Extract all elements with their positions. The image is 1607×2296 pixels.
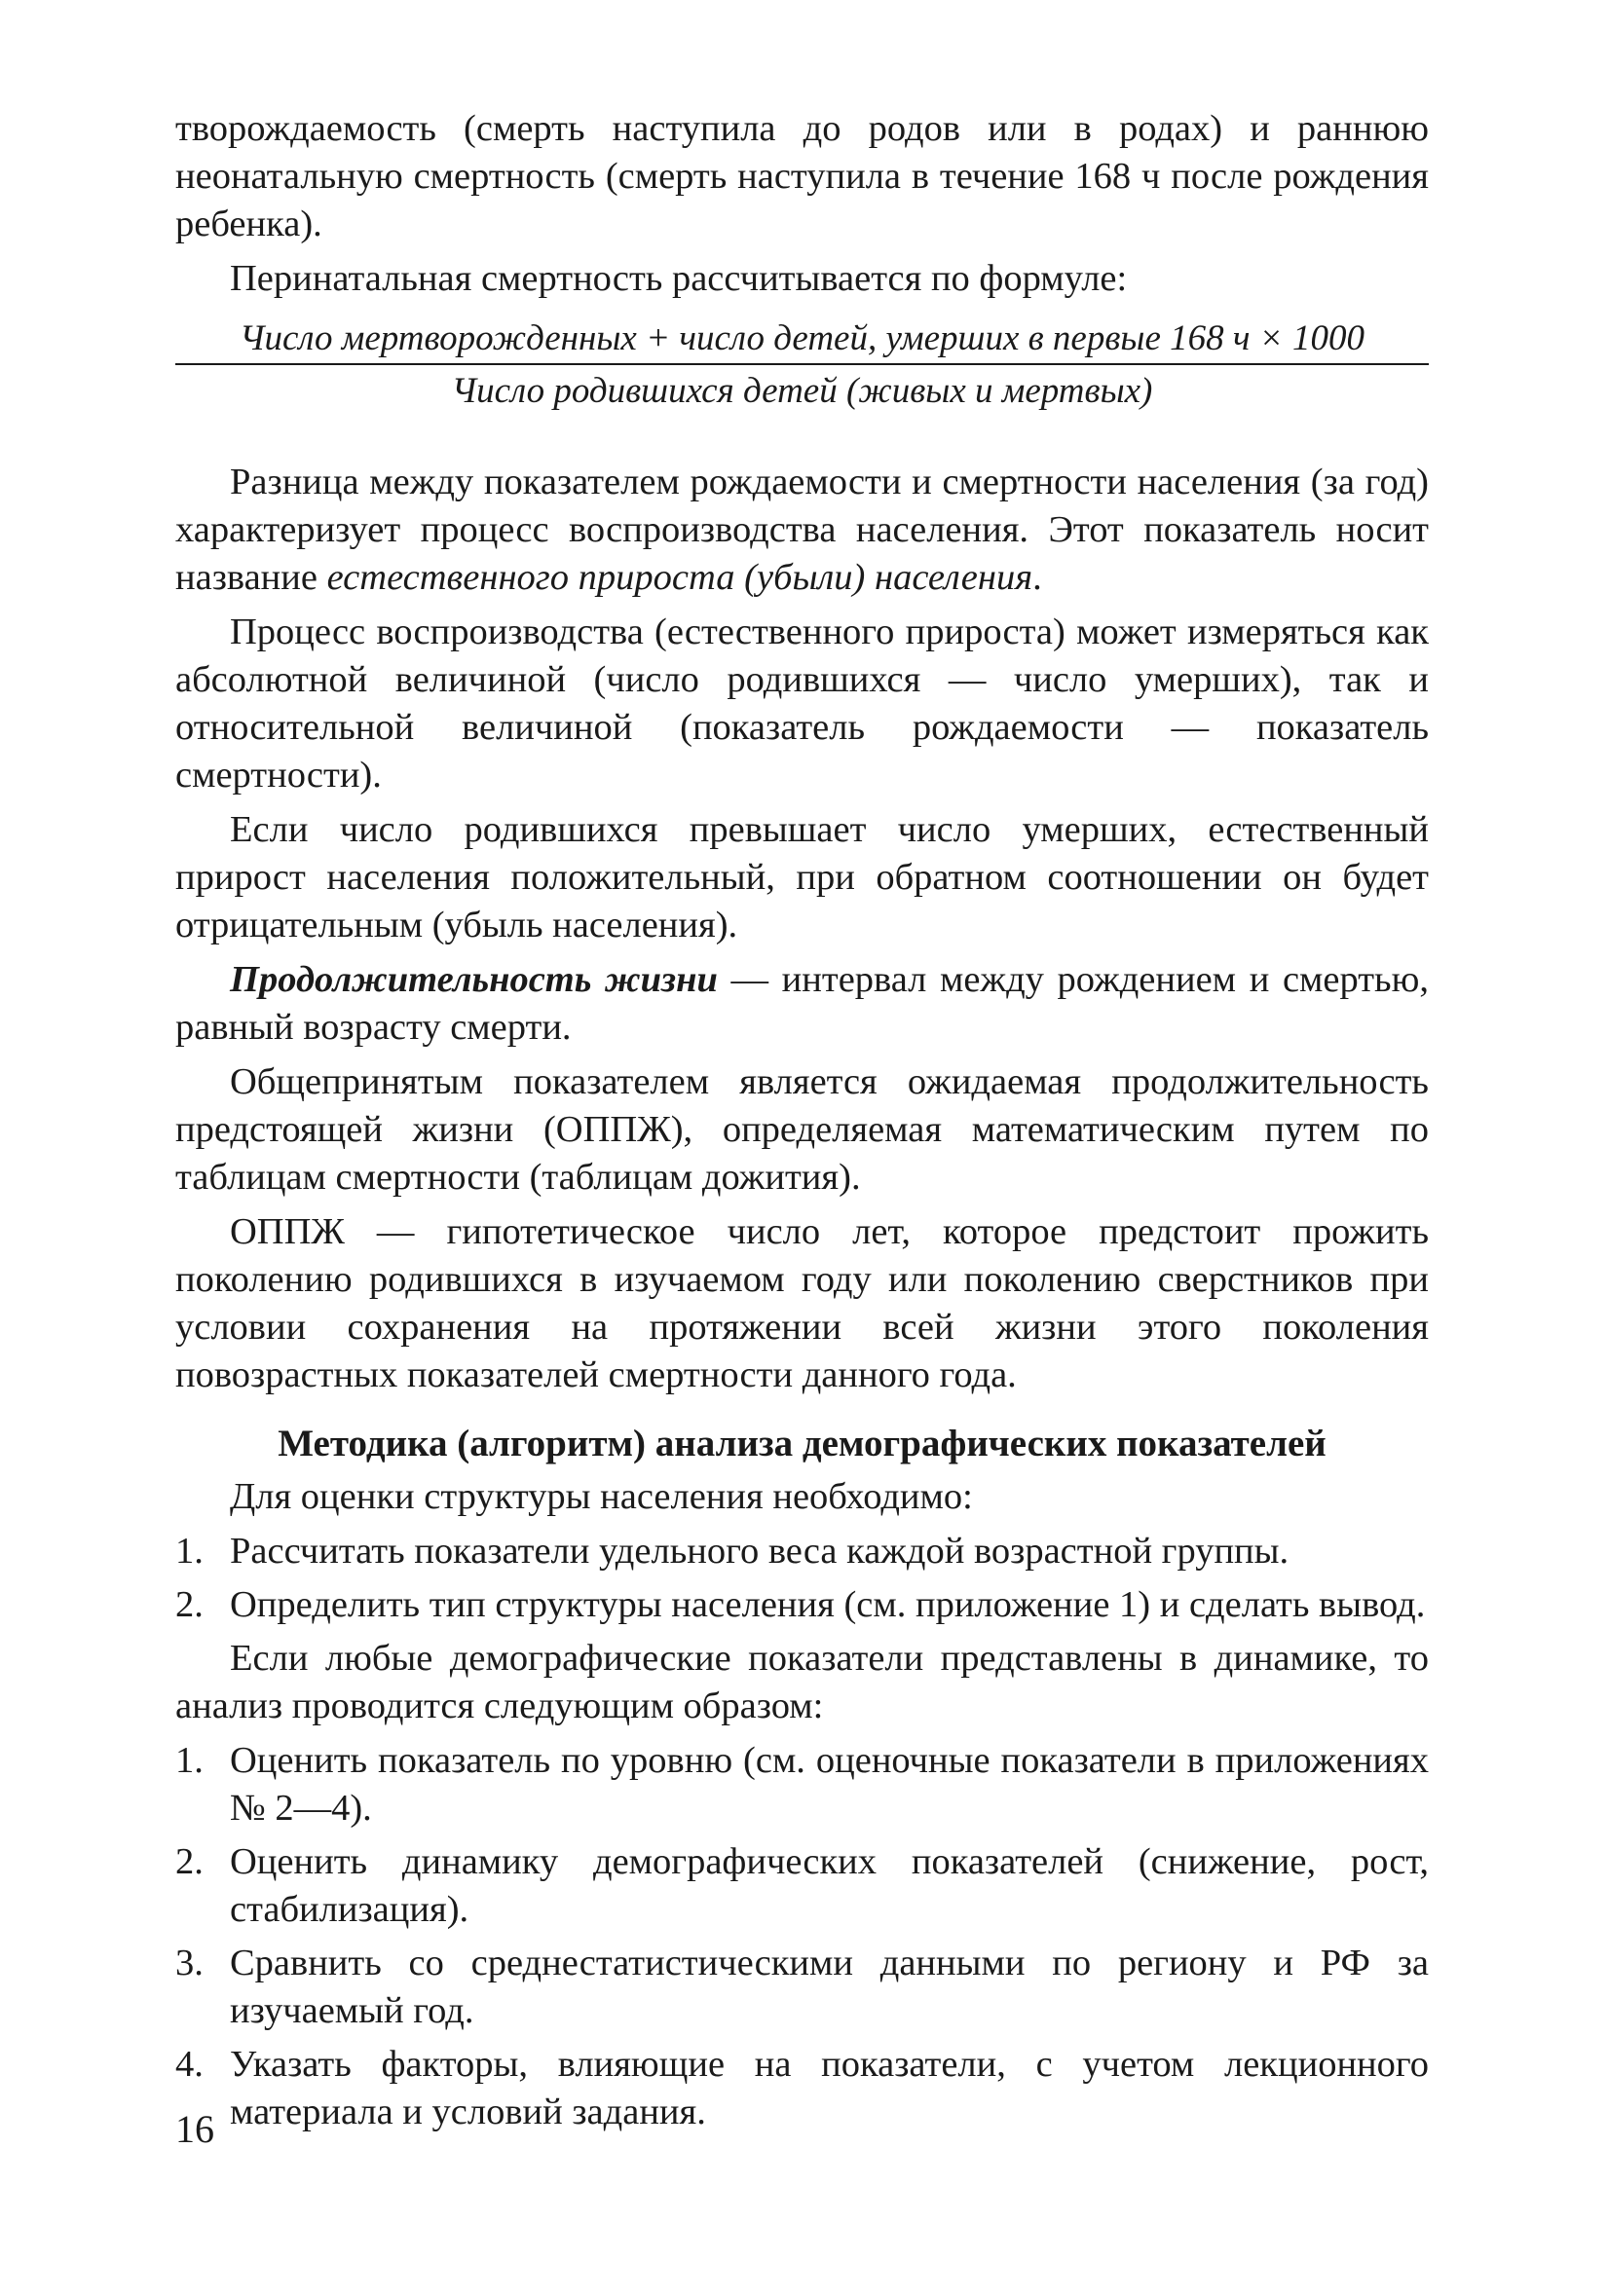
paragraph-natural-increase-text: Разница между показателем рождаемости и смертности населения (за год) характеризует процесс воспроизводства населения. Этот показатель носит название (175, 462, 1429, 598)
paragraph-natural-increase-end: . (1032, 557, 1042, 598)
paragraph-dynamics-intro: Если любые демографические показатели представлены в динамике, то анализ проводится следующим образом: (175, 1638, 1429, 1726)
list-marker: 3. (175, 1943, 204, 1983)
paragraph-formula-intro: Перинатальная смертность рассчитывается по формуле: (230, 258, 1128, 299)
list-item-text: Указать факторы, влияющие на показатели, с учетом лекционного материала и условий задания. (230, 2044, 1429, 2132)
paragraph-oppzh-intro: Общепринятым показателем является ожидаемая продолжительность предстоящей жизни (ОППЖ), определяемая математическим путем по таблицам смертности (таблицам дожития). (175, 1061, 1429, 1198)
list-item-text: Определить тип структуры населения (см. приложение 1) и сделать вывод. (230, 1584, 1426, 1625)
list-item (175, 1737, 1429, 1833)
list-marker: 1. (175, 1740, 204, 1781)
life-expectancy-definition: — интервал между рождением и смертью, равный возрасту смерти. (175, 959, 1430, 1048)
formula-numerator: Число мертворожденных + число детей, умерших в первые 168 ч × 1000 (175, 316, 1429, 365)
life-expectancy-term: Продолжительность жизни (230, 959, 718, 1000)
list-item (175, 1581, 1429, 1629)
paragraph-life-expectancy (175, 956, 1429, 1052)
paragraph-structure-intro: Для оценки структуры населения необходимо: (230, 1476, 973, 1517)
list-item (175, 1838, 1429, 1934)
dynamics-steps-list (175, 1737, 1429, 2136)
paragraph-natural-increase (175, 459, 1429, 602)
paragraph-reproduction-process: Процесс воспроизводства (естественного прироста) может измеряться как абсолютной величиной (число родившихся — число умерших), так и относительной величиной (показатель рождаемости — показатель смертности). (175, 611, 1429, 796)
list-item-text: Рассчитать показатели удельного веса каждой возрастной группы. (230, 1531, 1289, 1572)
list-item-text: Сравнить со среднестатистическими данными по региону и РФ за изучаемый год. (230, 1943, 1429, 2031)
list-marker: 1. (175, 1531, 204, 1572)
perinatal-mortality-formula (175, 316, 1429, 416)
list-item (175, 1528, 1429, 1575)
list-item (175, 1940, 1429, 2035)
list-marker: 2. (175, 1584, 204, 1625)
paragraph-oppzh-definition: ОППЖ — гипотетическое число лет, которое предстоит прожить поколению родившихся в изучаемом году или поколению сверстников при условии сохранения на протяжении всей жизни этого поколения повозрастных показателей смертности данного года. (175, 1211, 1429, 1395)
paragraph-continuation: творождаемость (смерть наступила до родов или в родах) и раннюю неонатальную смертность (смерть наступила в течение 168 ч после рождения ребенка). (175, 108, 1429, 244)
paragraph-increase-sign: Если число родившихся превышает число умерших, естественный прирост населения положительный, при обратном соотношении он будет отрицательным (убыль населения). (175, 809, 1429, 945)
list-item (175, 2041, 1429, 2136)
section-title: Методика (алгоритм) анализа демографических показателей (278, 1423, 1327, 1464)
list-marker: 4. (175, 2044, 204, 2085)
structure-steps-list (175, 1528, 1429, 1629)
list-marker: 2. (175, 1841, 204, 1882)
list-item-text: Оценить динамику демографических показателей (снижение, рост, стабилизация). (230, 1841, 1429, 1930)
list-item-text: Оценить показатель по уровню (см. оценочные показатели в приложениях № 2—4). (230, 1740, 1429, 1829)
natural-increase-term: естественного прироста (убыли) населения (326, 557, 1033, 598)
page-body (175, 105, 1429, 2142)
formula-denominator: Число родившихся детей (живых и мертвых) (451, 371, 1153, 411)
page-number: 16 (175, 2107, 214, 2151)
